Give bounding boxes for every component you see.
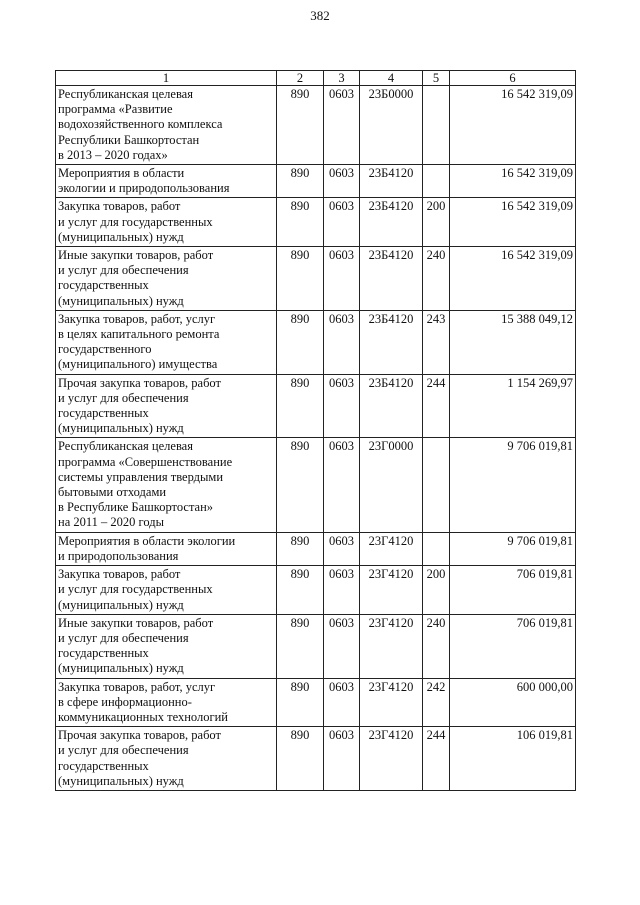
amount-cell: 16 542 319,09 [450,247,576,311]
code-col-3: 0603 [324,678,360,727]
amount-cell: 106 019,81 [450,727,576,791]
table-row [56,532,576,565]
row-name-line: Закупка товаров, работ [58,199,181,214]
row-name [56,727,277,791]
row-name [56,165,277,198]
code-col-5 [423,165,450,198]
table-row [56,165,576,198]
row-name-line: на 2011 – 2020 годы [58,515,164,530]
row-name [56,374,277,438]
code-col-5: 244 [423,374,450,438]
row-name-line: и услуг для обеспечения [58,263,189,278]
row-name [56,532,277,565]
row-name-line: Иные закупки товаров, работ [58,615,214,630]
code-col-3: 0603 [324,310,360,374]
row-name-line: программа «Развитие [58,102,173,117]
row-name [56,438,277,532]
amount-cell: 9 706 019,81 [450,438,576,532]
row-name-line: и услуг для обеспечения [58,390,189,405]
code-col-3: 0603 [324,566,360,615]
header-cell-3: 3 [324,71,360,86]
table-row [56,438,576,532]
code-col-2: 890 [277,165,324,198]
table-row [56,198,576,247]
amount-cell: 600 000,00 [450,678,576,727]
code-col-2: 890 [277,532,324,565]
code-col-2: 890 [277,247,324,311]
code-col-5 [423,86,450,165]
row-name-line: водохозяйственного комплекса [58,117,223,132]
row-name-line: Прочая закупка товаров, работ [58,375,221,390]
code-col-4: 23Б4120 [360,247,423,311]
row-name [56,566,277,615]
code-col-5: 200 [423,198,450,247]
code-col-3: 0603 [324,727,360,791]
code-col-3: 0603 [324,614,360,678]
code-col-5 [423,532,450,565]
header-cell-6: 6 [450,71,576,86]
code-col-4: 23Г4120 [360,614,423,678]
table-row [56,566,576,615]
code-col-2: 890 [277,198,324,247]
row-name-line: Закупка товаров, работ, услуг [58,311,216,326]
amount-cell: 16 542 319,09 [450,198,576,247]
row-name-line: (муниципальных) нужд [58,421,184,436]
row-name-line: государственных [58,406,149,421]
row-name-line: (муниципальных) нужд [58,229,184,244]
code-col-3: 0603 [324,438,360,532]
code-col-4: 23Г4120 [360,727,423,791]
code-col-2: 890 [277,374,324,438]
code-col-4: 23Б4120 [360,198,423,247]
code-col-5: 240 [423,614,450,678]
row-name [56,678,277,727]
row-name-line: системы управления твердыми [58,469,224,484]
code-col-4: 23Г4120 [360,532,423,565]
row-name-line: Закупка товаров, работ, услуг [58,679,216,694]
row-name-line: и услуг для государственных [58,582,213,597]
code-col-4: 23Б4120 [360,165,423,198]
amount-cell: 706 019,81 [450,566,576,615]
row-name-line: программа «Совершенствование [58,454,233,469]
code-col-2: 890 [277,310,324,374]
code-col-3: 0603 [324,532,360,565]
header-cell-1: 1 [56,71,277,86]
table-row [56,374,576,438]
row-name-line: и природопользования [58,548,179,563]
table-row [56,310,576,374]
amount-cell: 1 154 269,97 [450,374,576,438]
table-row [56,86,576,165]
row-name-line: бытовыми отходами [58,485,167,500]
code-col-5 [423,438,450,532]
row-name-line: Республиканская целевая [58,87,193,101]
amount-cell: 9 706 019,81 [450,532,576,565]
row-name-line: Республиканская целевая [58,439,193,454]
row-name-line: государственных [58,646,149,661]
row-name-line: коммуникационных технологий [58,709,228,724]
code-col-4: 23Б4120 [360,374,423,438]
code-col-5: 244 [423,727,450,791]
row-name-line: Мероприятия в области [58,166,185,181]
row-name [56,198,277,247]
amount-cell: 15 388 049,12 [450,310,576,374]
code-col-4: 23Б4120 [360,310,423,374]
code-col-5: 242 [423,678,450,727]
row-name-line: в сфере информационно- [58,694,192,709]
row-name-line: (муниципальных) нужд [58,773,184,788]
row-name [56,247,277,311]
amount-cell: 16 542 319,09 [450,165,576,198]
row-name-line: Мероприятия в области экологии [58,533,236,548]
code-col-2: 890 [277,566,324,615]
code-col-2: 890 [277,438,324,532]
amount-cell: 16 542 319,09 [450,86,576,165]
row-name-line: в Республике Башкортостан» [58,500,214,515]
code-col-3: 0603 [324,247,360,311]
table-row [56,727,576,791]
row-name-line: экологии и природопользования [58,181,230,196]
row-name-line: и услуг для обеспечения [58,630,189,645]
row-name [56,614,277,678]
row-name-line: (муниципального) имущества [58,357,218,372]
code-col-4: 23Г4120 [360,566,423,615]
table-row [56,614,576,678]
code-col-2: 890 [277,678,324,727]
row-name-line: в целях капитального ремонта [58,327,220,342]
header-cell-2: 2 [277,71,324,86]
row-name-line: Республики Башкортостан [58,132,200,147]
code-col-3: 0603 [324,86,360,165]
row-name [56,86,277,165]
row-name-line: Прочая закупка товаров, работ [58,728,221,743]
code-col-4: 23Б0000 [360,86,423,165]
code-col-2: 890 [277,86,324,165]
row-name-line: и услуг для обеспечения [58,743,189,758]
code-col-3: 0603 [324,165,360,198]
row-name-line: государственных [58,278,149,293]
code-col-4: 23Г0000 [360,438,423,532]
code-col-3: 0603 [324,198,360,247]
row-name-line: (муниципальных) нужд [58,293,184,308]
code-col-5: 200 [423,566,450,615]
code-col-5: 243 [423,310,450,374]
table-row [56,247,576,311]
row-name [56,310,277,374]
header-cell-5: 5 [423,71,450,86]
page-number: 382 [310,8,330,23]
amount-cell: 706 019,81 [450,614,576,678]
row-name-line: Иные закупки товаров, работ [58,248,214,263]
row-name-line: и услуг для государственных [58,214,213,229]
table-row [56,678,576,727]
code-col-4: 23Г4120 [360,678,423,727]
row-name-line: Закупка товаров, работ [58,567,181,582]
code-col-2: 890 [277,727,324,791]
header-row [56,71,576,86]
budget-table [55,70,576,791]
code-col-3: 0603 [324,374,360,438]
row-name-line: государственного [58,342,152,357]
header-cell-4: 4 [360,71,423,86]
row-name-line: (муниципальных) нужд [58,597,184,612]
code-col-5: 240 [423,247,450,311]
code-col-2: 890 [277,614,324,678]
table-body [56,86,576,791]
row-name-line: государственных [58,758,149,773]
row-name-line: в 2013 – 2020 годах» [58,147,168,162]
row-name-line: (муниципальных) нужд [58,661,184,676]
